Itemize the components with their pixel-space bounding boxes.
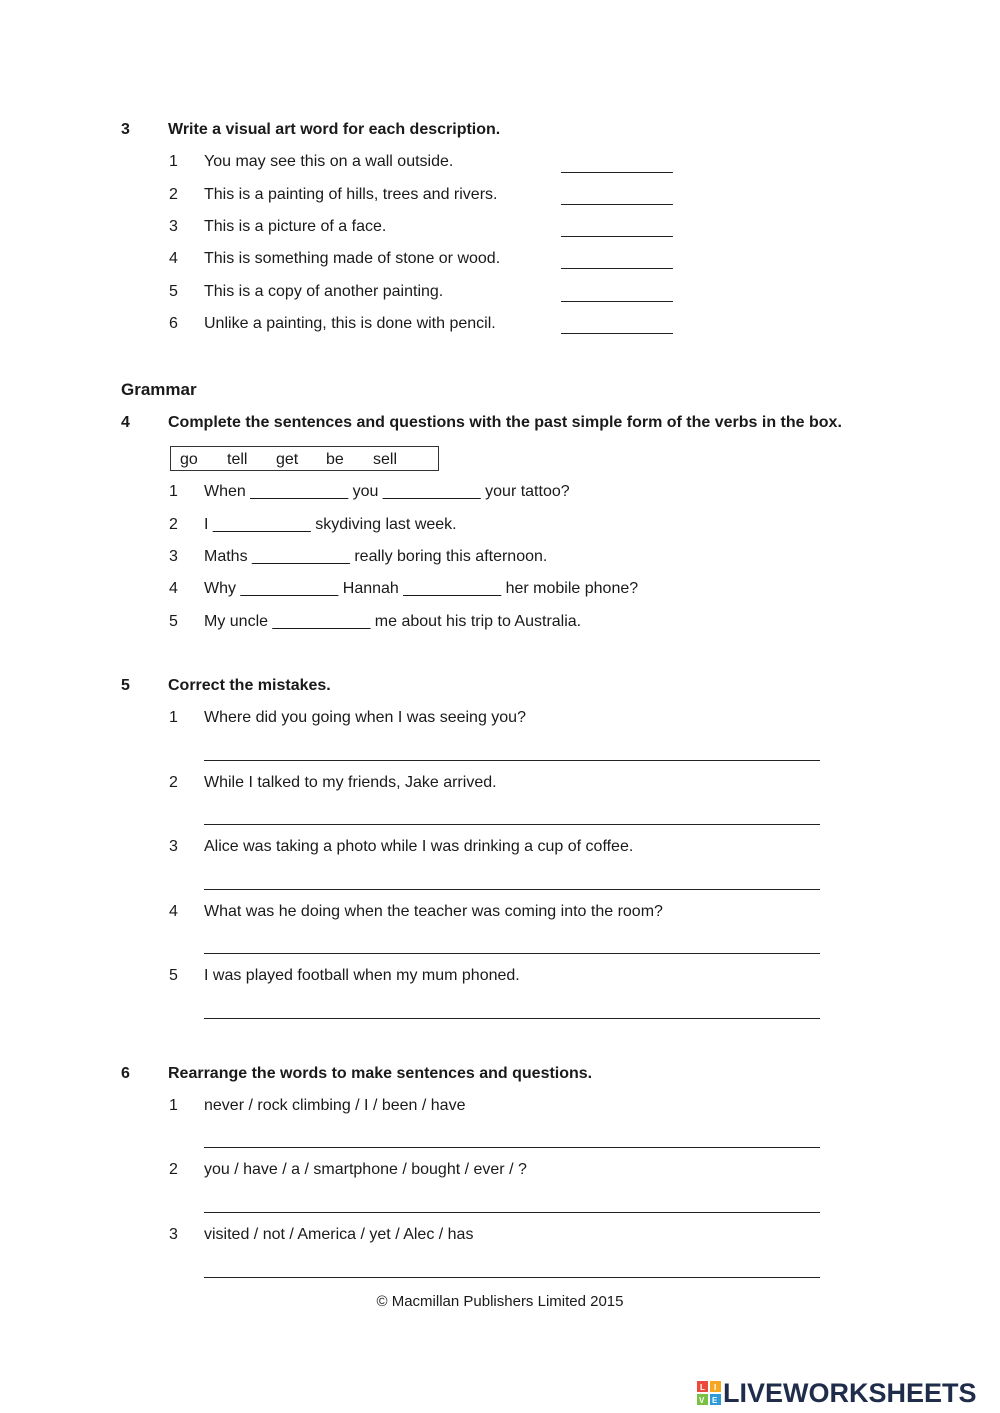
s5-item-4-text: What was he doing when the teacher was coming into the room? xyxy=(204,903,663,920)
s5-item-5-number: 5 xyxy=(169,967,178,984)
s4-item-4-number: 4 xyxy=(169,580,178,597)
s3-item-6-number: 6 xyxy=(169,315,178,332)
s3-item-6-answer-blank[interactable] xyxy=(561,333,673,334)
s4-item-5-text: My uncle ___________ me about his trip to Australia. xyxy=(204,613,582,630)
s4-item-1-number: 1 xyxy=(169,483,178,500)
section-5-instruction: Correct the mistakes. xyxy=(168,677,331,694)
verb-sell: sell xyxy=(373,451,398,468)
s5-item-3-answer-line[interactable] xyxy=(204,889,820,890)
s5-item-4-answer-line[interactable] xyxy=(204,953,820,954)
section-6-instruction: Rearrange the words to make sentences and questions. xyxy=(168,1065,593,1082)
svg-text:E: E xyxy=(712,1396,718,1405)
s5-item-3-number: 3 xyxy=(169,838,178,855)
s4-item-3-number: 3 xyxy=(169,548,178,565)
svg-text:L: L xyxy=(700,1383,705,1392)
s3-item-3-answer-blank[interactable] xyxy=(561,236,673,237)
s6-item-2-answer-line[interactable] xyxy=(204,1212,820,1213)
s5-item-3-text: Alice was taking a photo while I was drinking a cup of coffee. xyxy=(204,838,634,855)
liveworksheets-blocks-icon xyxy=(697,1381,721,1405)
s5-item-1-number: 1 xyxy=(169,709,178,726)
s5-item-5-answer-line[interactable] xyxy=(204,1018,820,1019)
s3-item-1-text: You may see this on a wall outside. xyxy=(204,153,454,170)
s4-item-4-text: Why ___________ Hannah ___________ her mobile phone? xyxy=(204,580,639,597)
svg-text:V: V xyxy=(699,1396,705,1405)
section-3-instruction: Write a visual art word for each description. xyxy=(168,121,501,138)
s3-item-4-number: 4 xyxy=(169,250,178,267)
s6-item-3-text: visited / not / America / yet / Alec / has xyxy=(204,1226,474,1243)
s4-item-3-text: Maths ___________ really boring this afternoon. xyxy=(204,548,548,565)
s5-item-2-answer-line[interactable] xyxy=(204,824,820,825)
s5-item-2-number: 2 xyxy=(169,774,178,791)
svg-text:I: I xyxy=(714,1383,717,1392)
s6-item-3-answer-line[interactable] xyxy=(204,1277,820,1278)
s3-item-2-text: This is a painting of hills, trees and rivers. xyxy=(204,186,498,203)
grammar-heading: Grammar xyxy=(121,380,197,399)
s4-item-2-number: 2 xyxy=(169,516,178,533)
s3-item-3-number: 3 xyxy=(169,218,178,235)
section-3-number: 3 xyxy=(121,121,130,138)
copyright-footer: © Macmillan Publishers Limited 2015 xyxy=(376,1293,624,1310)
s6-item-1-text: never / rock climbing / I / been / have xyxy=(204,1097,466,1114)
s5-item-1-text: Where did you going when I was seeing you? xyxy=(204,709,526,726)
verb-box xyxy=(170,446,439,471)
verb-be: be xyxy=(326,451,344,468)
s6-item-2-text: you / have / a / smartphone / bought / ever / ? xyxy=(204,1161,527,1178)
s4-item-2-text: I ___________ skydiving last week. xyxy=(204,516,457,533)
s3-item-5-number: 5 xyxy=(169,283,178,300)
s3-item-2-answer-blank[interactable] xyxy=(561,204,673,205)
verb-tell: tell xyxy=(227,451,248,468)
s3-item-3-text: This is a picture of a face. xyxy=(204,218,387,235)
section-4-number: 4 xyxy=(121,414,130,431)
s6-item-1-number: 1 xyxy=(169,1097,178,1114)
s3-item-1-number: 1 xyxy=(169,153,178,170)
s5-item-2-text: While I talked to my friends, Jake arrived. xyxy=(204,774,497,791)
s6-item-1-answer-line[interactable] xyxy=(204,1147,820,1148)
s5-item-4-number: 4 xyxy=(169,903,178,920)
verb-get: get xyxy=(276,451,299,468)
section-5-number: 5 xyxy=(121,677,130,694)
s4-item-5-number: 5 xyxy=(169,613,178,630)
section-6-number: 6 xyxy=(121,1065,130,1082)
liveworksheets-wordmark: LIVEWORKSHEETS xyxy=(723,1378,977,1408)
s3-item-1-answer-blank[interactable] xyxy=(561,172,673,173)
verb-go: go xyxy=(180,451,198,468)
s4-item-1-text: When ___________ you ___________ your tattoo? xyxy=(204,483,570,500)
s3-item-2-number: 2 xyxy=(169,186,178,203)
s3-item-5-answer-blank[interactable] xyxy=(561,301,673,302)
s3-item-6-text: Unlike a painting, this is done with pencil. xyxy=(204,315,496,332)
s3-item-5-text: This is a copy of another painting. xyxy=(204,283,444,300)
section-4-instruction: Complete the sentences and questions with the past simple form of the verbs in the box. xyxy=(168,414,842,431)
s3-item-4-text: This is something made of stone or wood. xyxy=(204,250,501,267)
s3-item-4-answer-blank[interactable] xyxy=(561,268,673,269)
s5-item-5-text: I was played football when my mum phoned. xyxy=(204,967,520,984)
s6-item-2-number: 2 xyxy=(169,1161,178,1178)
s5-item-1-answer-line[interactable] xyxy=(204,760,820,761)
s6-item-3-number: 3 xyxy=(169,1226,178,1243)
